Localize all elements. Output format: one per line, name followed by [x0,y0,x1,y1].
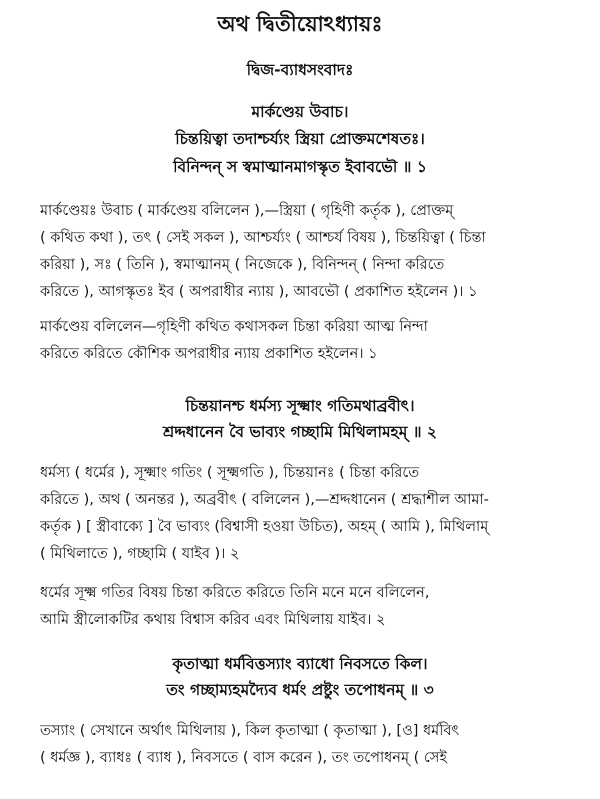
translation-2 [40,582,574,638]
translation-1-line: মার্কণ্ডেয় বলিলেন—গৃহিণী কথিত কথাসকল চিন্তা করিয়া আত্ম নিন্দা [40,319,428,335]
gloss-2-line: ধর্মস্য ( ধর্মের ), সূক্ষ্মাং গতিং ( সূক্ষ্মগতি ), চিন্তয়ানঃ ( চিন্তা করিতে [40,465,420,481]
translation-1-line: করিতে করিতে কৌশিক অপরাধীর ন্যায় প্রকাশিত হইলেন। ১ [40,346,378,362]
verse-2-line-1: চিন্তয়ানশ্চ ধর্মস্য সূক্ষ্মাং গতিমথাব্রবীৎ। [185,397,415,415]
gloss-1-line: করিয়া ), সঃ ( তিনি ), স্বমাত্মানম্ ( নিজেকে ), বিনিন্দন্ ( নিন্দা করিতে [40,257,445,273]
gloss-1-line: ( কথিত কথা ), তৎ ( সেই সকল ), আশ্চর্য্যং ( আশ্চর্য বিষয় ), চিন্তয়িত্বা ( চিন্তা [40,230,486,246]
gloss-2-line: কর্তৃক ) [ স্ত্রীবাক্যে ] বৈ ভাব্যং (বিশ্বাসী হওয়া উচিত), অহম্ ( আমি ), মিথিলাম্ [40,519,489,535]
gloss-3-line: ( ধর্মজ্ঞ ), ব্যাধঃ ( ব্যাধ ), নিবসতে ( বাস করেন ), তং তপোধনম্ ( সেই [40,750,447,766]
verse-1-line-1: চিন্তয়িত্বা তদাশ্চর্য্যং স্ত্রিয়া প্রোক্তমশেষতঃ। [175,130,425,148]
gloss-1 [40,200,574,310]
gloss-2 [40,462,574,572]
gloss-1-line: মার্কণ্ডেয়ঃ উবাচ ( মার্কণ্ডেয় বলিলেন ),—স্ত্রিয়া ( গৃহিণী কর্তৃক ), প্রোক্তম্ [40,203,454,219]
section-subtitle: দ্বিজ-ব্যাধসংবাদঃ [246,61,354,79]
gloss-3 [40,720,574,780]
translation-2-line: আমি স্ত্রীলোকটির কথায় বিশ্বাস করিব এবং মিথিলায় যাইব। ২ [40,612,386,628]
verse-1-line-2: বিনিন্দন্ স স্বমাত্মানমাগস্কৃত ইবাবভৌ ॥ ১ [173,158,427,176]
verse-3-line-1: কৃতাত্মা ধর্মবিত্তস্যাং ব্যাধো নিবসতে কিল। [172,655,428,673]
gloss-2-line: ( মিথিলাতে ), গচ্ছামি ( যাইব )। ২ [40,546,240,562]
gloss-2-line: করিতে ), অথ ( অনন্তর ), অব্রবীৎ ( বলিলেন ),—শ্রদ্দধানেন ( শ্রদ্ধাশীল আমা- [40,492,489,508]
gloss-1-line: করিতে ), আগস্কৃতঃ ইব ( অপরাধীর ন্যায় ), আবভৌ ( প্রকাশিত হইলেন )। ১ [40,284,478,300]
translation-1 [40,316,574,372]
speaker-heading: মার্কণ্ডেয় উবাচ। [251,103,349,121]
verse-3-line-2: তং গচ্ছাম্যহমদ্যৈব ধর্মং প্রষ্টুং তপোধনম্ ॥ ৩ [166,681,434,699]
chapter-title: অথ দ্বিতীয়োঽধ্যায়ঃ [217,12,383,36]
verse-2-line-2: শ্রদ্দধানেন বৈ ভাব্যং গচ্ছামি মিথিলামহম্ ॥ ২ [163,423,437,441]
gloss-3-line: তস্যাং ( সেখানে অর্থাৎ মিথিলায় ), কিল কৃতাত্মা ( কৃতাত্মা ), [ও] ধর্মবিৎ [40,723,460,739]
translation-2-line: ধর্মের সূক্ষ্ম গতির বিষয় চিন্তা করিতে করিতে তিনি মনে মনে বলিলেন, [40,585,430,601]
